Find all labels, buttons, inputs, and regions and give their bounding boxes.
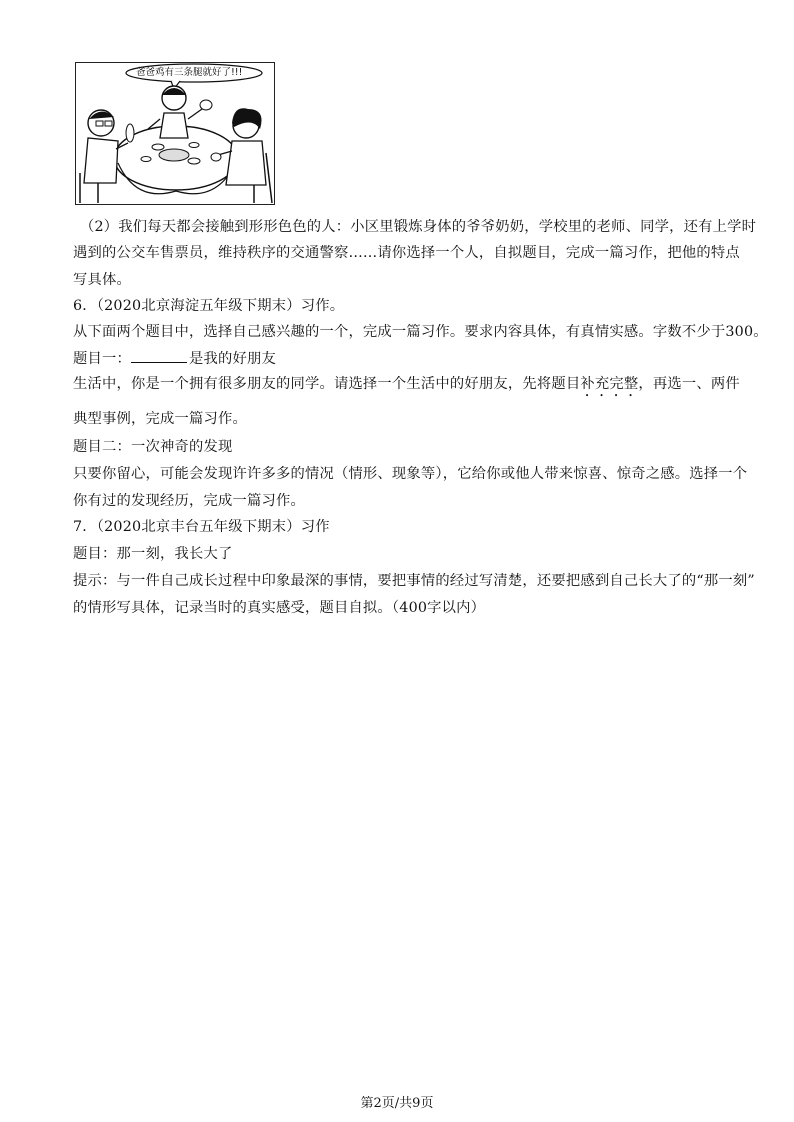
paragraph-2-line-2: 遇到的公交车售票员，维持秩序的交通警察……请你选择一个人，自拟题目，完成一篇习作，把他的特点: [73, 245, 740, 261]
question-6-topic-2-line-2: 你有过的发现经历，完成一篇习作。: [73, 493, 305, 509]
paragraph-2-line-3: 写具体。: [73, 272, 131, 288]
topic-1-suffix: 是我的好朋友: [189, 351, 276, 367]
page-number-footer: 第2页/共9页: [360, 1096, 434, 1111]
question-7-heading: 7．（2020北京丰台五年级下期末）习作: [73, 519, 330, 535]
question-6-topic-1-line-2: 典型事例，完成一篇习作。: [73, 411, 247, 427]
question-6-instructions: 从下面两个题目中，选择自己感兴趣的一个，完成一篇习作。要求内容具体，有真情实感。字数不少于300。: [73, 324, 768, 340]
fill-in-blank: [131, 348, 187, 363]
speech-bubble-text: 爸爸鸡有三条腿就好了!!!: [136, 67, 243, 78]
question-6-topic-2-line-1: 只要你留心，可能会发现许许多多的情况（情形、现象等），它给你或他人带来惊喜、惊奇之感。选择一个: [73, 466, 748, 482]
family-dinner-drawing: [76, 63, 274, 204]
topic-1-text-a: 生活中，你是一个拥有很多朋友的同学。请选择一个生活中的好朋友，先将题目: [73, 376, 581, 392]
paragraph-2-line-1: （2）我们每天都会接触到形形色色的人：小区里锻炼身体的爷爷奶奶，学校里的老师、同学，还有上学时: [80, 219, 757, 235]
question-7-title: 题目：那一刻，我长大了: [73, 546, 233, 562]
topic-1-text-b: ，再选一、两件: [638, 376, 740, 392]
question-6-topic-1-line-1: [73, 374, 740, 400]
question-7-tip-line-2: 的情形写具体，记录当时的真实感受，题目自拟。（400字以内）: [73, 600, 486, 616]
emphasized-text: 补充完整: [580, 376, 639, 392]
comic-illustration: [75, 62, 275, 205]
question-6-topic-1: [73, 348, 276, 369]
question-6-topic-2: 题目二：一次神奇的发现: [73, 439, 233, 455]
question-6-heading: 6．（2020北京海淀五年级下期末）习作。: [73, 298, 345, 314]
question-7-tip-line-1: 提示：与一件自己成长过程中印象最深的事情，要把事情的经过写清楚，还要把感到自己长大了的“那一刻”: [73, 573, 755, 589]
topic-1-prefix: 题目一：: [73, 351, 131, 367]
